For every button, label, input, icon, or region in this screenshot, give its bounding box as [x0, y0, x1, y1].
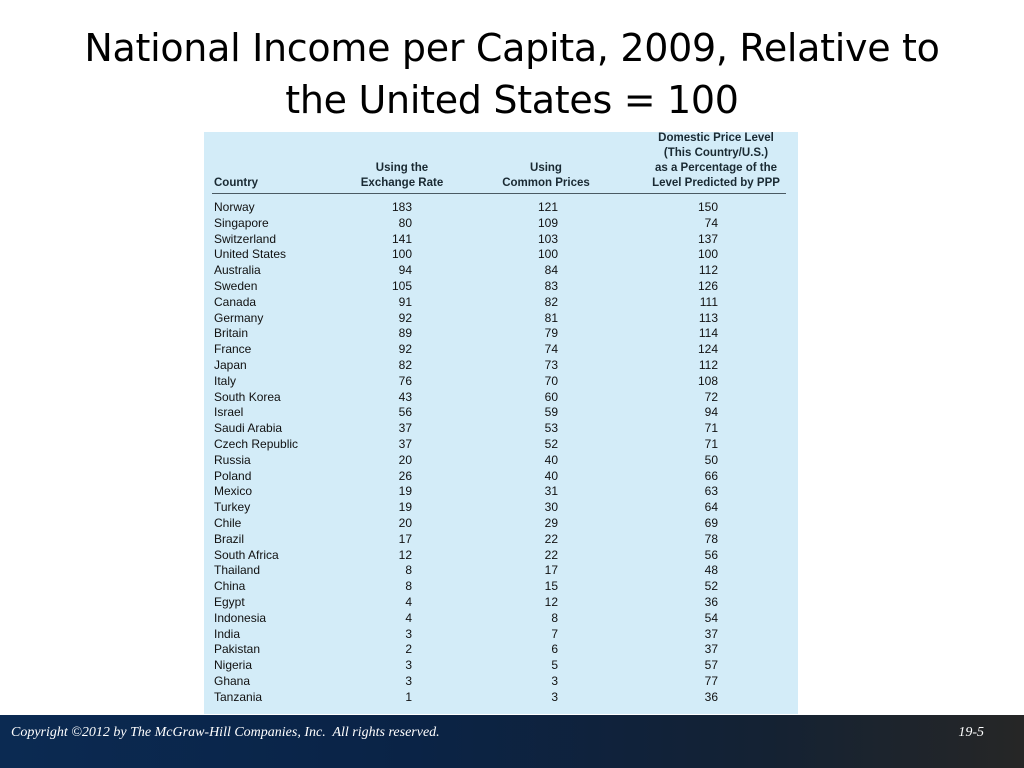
table-row: [204, 311, 798, 327]
cell-exchange-rate: 82: [398, 357, 412, 372]
header-exchange-line-2: Exchange Rate: [360, 177, 444, 189]
cell-country: Mexico: [214, 484, 253, 499]
cell-domestic-price-level: 71: [704, 436, 718, 451]
table-row: [204, 627, 798, 643]
cell-country: France: [214, 342, 252, 357]
cell-domestic-price-level: 78: [704, 531, 718, 546]
income-table: [204, 132, 798, 714]
cell-country: Ghana: [214, 673, 251, 688]
cell-exchange-rate: 92: [398, 342, 412, 357]
cell-common-prices: 53: [544, 421, 558, 436]
cell-common-prices: 100: [537, 247, 558, 262]
cell-country: Saudi Arabia: [214, 421, 283, 436]
header-domestic-line-3: as a Percentage of the: [654, 162, 778, 174]
header-common-prices: [486, 161, 606, 191]
cell-exchange-rate: 92: [398, 310, 412, 325]
cell-exchange-rate: 20: [398, 452, 412, 467]
slide-title-line-1: National Income per Capita, 2009, Relative to: [84, 26, 940, 70]
header-divider: [212, 193, 786, 194]
cell-country: Chile: [214, 515, 242, 530]
cell-exchange-rate: 1: [405, 689, 412, 704]
cell-common-prices: 22: [544, 547, 558, 562]
cell-common-prices: 59: [544, 405, 558, 420]
cell-country: Tanzania: [214, 689, 263, 704]
table-row: [204, 421, 798, 437]
cell-domestic-price-level: 56: [704, 547, 718, 562]
table-row: [204, 642, 798, 658]
cell-exchange-rate: 100: [391, 247, 412, 262]
cell-common-prices: 22: [544, 531, 558, 546]
table-row: [204, 516, 798, 532]
cell-domestic-price-level: 37: [704, 642, 718, 657]
cell-domestic-price-level: 77: [704, 673, 718, 688]
table-row: [204, 342, 798, 358]
cell-domestic-price-level: 64: [704, 500, 718, 515]
cell-exchange-rate: 3: [405, 673, 412, 688]
cell-exchange-rate: 8: [405, 563, 412, 578]
cell-domestic-price-level: 52: [704, 579, 718, 594]
cell-common-prices: 52: [544, 436, 558, 451]
table-row: [204, 674, 798, 690]
cell-domestic-price-level: 74: [704, 215, 718, 230]
table-row: [204, 658, 798, 674]
cell-common-prices: 12: [544, 594, 558, 609]
header-domestic-price-level: [634, 131, 798, 191]
table-row: [204, 563, 798, 579]
cell-country: Poland: [214, 468, 252, 483]
table-row: [204, 247, 798, 263]
cell-common-prices: 31: [544, 484, 558, 499]
table-row: [204, 532, 798, 548]
header-domestic-line-2: (This Country/U.S.): [663, 147, 769, 159]
table-row: [204, 469, 798, 485]
cell-common-prices: 29: [544, 515, 558, 530]
header-common-line-2: Common Prices: [502, 177, 590, 189]
cell-domestic-price-level: 137: [697, 231, 718, 246]
cell-domestic-price-level: 48: [704, 563, 718, 578]
cell-country: Thailand: [214, 563, 261, 578]
cell-domestic-price-level: 72: [704, 389, 718, 404]
cell-common-prices: 121: [537, 200, 558, 214]
cell-domestic-price-level: 63: [704, 484, 718, 499]
cell-domestic-price-level: 57: [704, 658, 718, 673]
table-row: [204, 405, 798, 421]
header-common-line-1: Using: [530, 162, 562, 174]
cell-domestic-price-level: 54: [704, 610, 718, 625]
table-row: [204, 690, 798, 706]
cell-domestic-price-level: 112: [698, 357, 718, 372]
cell-common-prices: 84: [544, 263, 558, 278]
table-row: [204, 437, 798, 453]
cell-domestic-price-level: 69: [704, 515, 718, 530]
cell-domestic-price-level: 36: [704, 689, 718, 704]
table-row: [204, 500, 798, 516]
cell-common-prices: 60: [544, 389, 558, 404]
table-body: [204, 200, 798, 706]
cell-domestic-price-level: 126: [697, 278, 718, 293]
table-row: [204, 579, 798, 595]
cell-exchange-rate: 26: [398, 468, 412, 483]
cell-domestic-price-level: 50: [704, 452, 718, 467]
cell-country: India: [214, 626, 241, 641]
cell-domestic-price-level: 37: [704, 626, 718, 641]
cell-domestic-price-level: 114: [698, 326, 718, 341]
cell-exchange-rate: 37: [398, 436, 412, 451]
cell-domestic-price-level: 66: [704, 468, 718, 483]
table-row: [204, 390, 798, 406]
cell-country: Italy: [214, 373, 237, 388]
cell-common-prices: 73: [544, 357, 558, 372]
cell-common-prices: 70: [544, 373, 558, 388]
cell-country: Czech Republic: [214, 436, 299, 451]
cell-country: United States: [214, 247, 287, 262]
cell-common-prices: 6: [551, 642, 558, 657]
cell-country: Singapore: [214, 215, 269, 230]
cell-common-prices: 17: [544, 563, 558, 578]
table-row: [204, 216, 798, 232]
cell-common-prices: 30: [544, 500, 558, 515]
cell-country: Turkey: [214, 500, 251, 515]
cell-common-prices: 81: [544, 310, 558, 325]
cell-common-prices: 40: [544, 468, 558, 483]
cell-exchange-rate: 17: [398, 531, 412, 546]
cell-common-prices: 79: [544, 326, 558, 341]
header-exchange-rate: [342, 161, 462, 191]
cell-domestic-price-level: 112: [698, 263, 718, 278]
copyright-notice: Copyright ©2012 by The McGraw-Hill Companies, Inc. All rights reserved.: [11, 725, 440, 740]
slide-title-line-2: the United States = 100: [285, 78, 739, 122]
header-exchange-line-1: Using the: [375, 162, 429, 174]
cell-common-prices: 5: [551, 658, 558, 673]
cell-country: Nigeria: [214, 658, 253, 673]
table-row: [204, 484, 798, 500]
cell-country: Brazil: [214, 531, 245, 546]
header-country: [214, 176, 258, 191]
cell-common-prices: 82: [544, 294, 558, 309]
table-row: [204, 358, 798, 374]
cell-exchange-rate: 183: [391, 200, 412, 214]
cell-country: Japan: [214, 357, 247, 372]
cell-common-prices: 8: [551, 610, 558, 625]
cell-exchange-rate: 4: [405, 610, 412, 625]
cell-country: Germany: [214, 310, 264, 325]
cell-domestic-price-level: 124: [697, 342, 718, 357]
cell-domestic-price-level: 150: [697, 200, 718, 214]
cell-exchange-rate: 80: [398, 215, 412, 230]
slide-number: 19-5: [958, 725, 984, 740]
cell-country: China: [214, 579, 246, 594]
cell-common-prices: 7: [551, 626, 558, 641]
cell-exchange-rate: 4: [405, 594, 412, 609]
cell-exchange-rate: 12: [398, 547, 412, 562]
table-row: [204, 548, 798, 564]
cell-exchange-rate: 2: [405, 642, 412, 657]
cell-country: South Korea: [214, 389, 281, 404]
cell-common-prices: 83: [544, 278, 558, 293]
cell-exchange-rate: 19: [398, 500, 412, 515]
cell-exchange-rate: 105: [391, 278, 412, 293]
cell-common-prices: 103: [537, 231, 558, 246]
cell-country: Norway: [214, 200, 255, 214]
cell-country: Russia: [214, 452, 251, 467]
table-row: [204, 611, 798, 627]
cell-exchange-rate: 94: [398, 263, 412, 278]
table-row: [204, 295, 798, 311]
cell-country: Egypt: [214, 594, 245, 609]
cell-domestic-price-level: 71: [704, 421, 718, 436]
cell-common-prices: 3: [551, 689, 558, 704]
cell-common-prices: 40: [544, 452, 558, 467]
cell-country: Israel: [214, 405, 244, 420]
cell-domestic-price-level: 100: [697, 247, 718, 262]
table-row: [204, 200, 798, 216]
cell-country: Australia: [214, 263, 261, 278]
cell-country: Indonesia: [214, 610, 267, 625]
cell-country: Switzerland: [214, 231, 277, 246]
header-domestic-line-4: Level Predicted by PPP: [652, 177, 780, 189]
cell-exchange-rate: 37: [398, 421, 412, 436]
cell-common-prices: 15: [544, 579, 558, 594]
table-row: [204, 279, 798, 295]
cell-country: Canada: [214, 294, 257, 309]
cell-country: South Africa: [214, 547, 279, 562]
table-row: [204, 374, 798, 390]
cell-common-prices: 3: [551, 673, 558, 688]
slide-title: [0, 22, 1024, 126]
cell-domestic-price-level: 113: [698, 310, 718, 325]
cell-exchange-rate: 56: [398, 405, 412, 420]
table-row: [204, 326, 798, 342]
cell-exchange-rate: 8: [405, 579, 412, 594]
cell-exchange-rate: 3: [405, 626, 412, 641]
table-row: [204, 453, 798, 469]
cell-exchange-rate: 3: [405, 658, 412, 673]
cell-exchange-rate: 141: [391, 231, 412, 246]
cell-common-prices: 109: [537, 215, 558, 230]
cell-exchange-rate: 91: [398, 294, 412, 309]
header-country-label: Country: [214, 177, 259, 189]
cell-exchange-rate: 20: [398, 515, 412, 530]
cell-exchange-rate: 43: [398, 389, 412, 404]
table-row: [204, 263, 798, 279]
cell-country: Britain: [214, 326, 249, 341]
cell-country: Sweden: [214, 278, 258, 293]
header-domestic-line-1: Domestic Price Level: [658, 132, 774, 144]
cell-exchange-rate: 76: [398, 373, 412, 388]
cell-common-prices: 74: [544, 342, 558, 357]
footer-bar: [0, 715, 1024, 768]
cell-domestic-price-level: 108: [697, 373, 718, 388]
cell-domestic-price-level: 94: [704, 405, 718, 420]
cell-domestic-price-level: 36: [704, 594, 718, 609]
table-row: [204, 232, 798, 248]
cell-domestic-price-level: 111: [699, 294, 718, 309]
cell-exchange-rate: 19: [398, 484, 412, 499]
cell-country: Pakistan: [214, 642, 261, 657]
cell-exchange-rate: 89: [398, 326, 412, 341]
table-row: [204, 595, 798, 611]
